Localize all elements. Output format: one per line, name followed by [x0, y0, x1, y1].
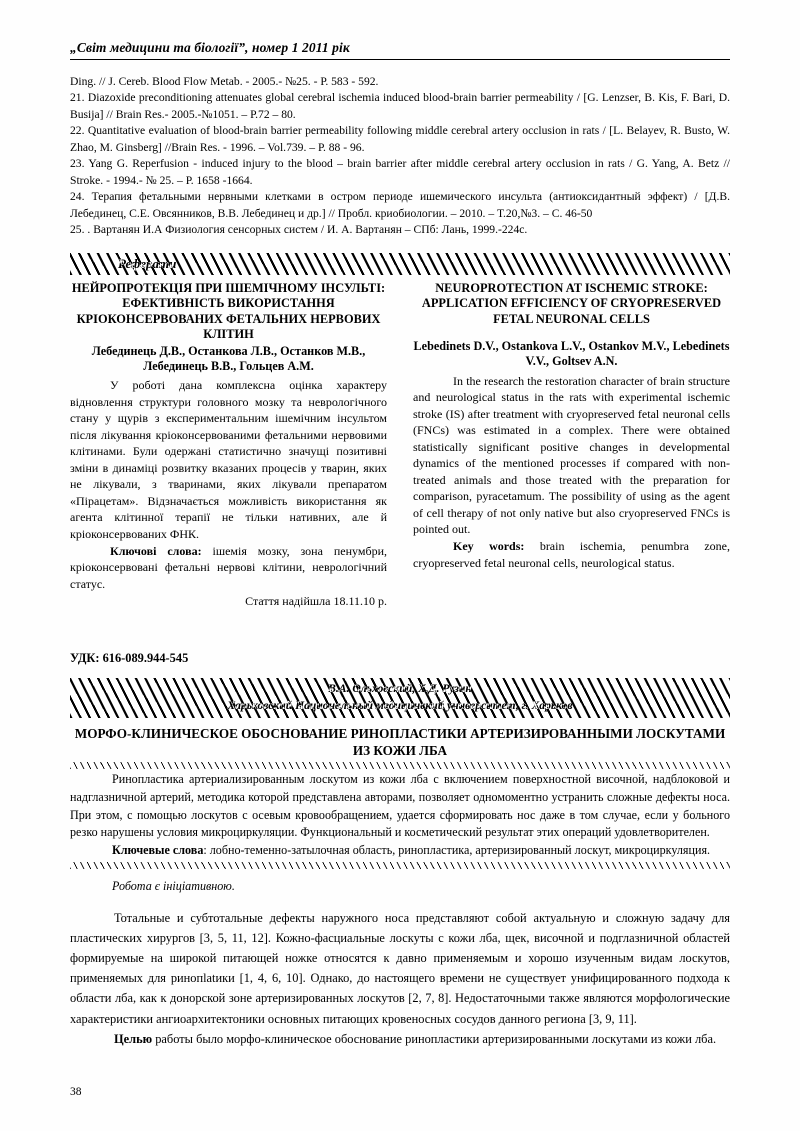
initiative-note: Робота є ініціативною. [112, 879, 235, 894]
abstracts-section-label: Реферати [118, 255, 177, 271]
article-abstract [70, 771, 730, 859]
abstract-title-en: NEUROPROTECTION AT ISCHEMIC STROKE: APPLICATION EFFICIENCY OF CRYOPRESERVED FETAL NEURONAL CELLS [421, 280, 722, 326]
article-authors-band [70, 678, 730, 718]
keywords-label-en: Key words: [453, 539, 525, 553]
abstract-body-en [413, 373, 730, 572]
article-body-paragraph-1: Тотальные и субтотальные дефекты наружного носа представляют собой актуальную и сложную задачу для пластических хирургов [3, 5, 11, 12]. Кожно-фасциальные лоскуты с кожи лба, щек, височной и подглазничной областей формируемые на широкой питающей ножке относятся к давно применяемым и хорошо изученным видам лоскутов, применяемых для ринопlatики [1, 4, 6, 10]. Однако, до настоящего времени не существует унифицированного подхода к области лба, как к донорской зоне артеризированных лоскутов [2, 7, 8]. Недостаточными также являются морфологические характеристики ангиоархитектоники основных питающих кровеносных сосудов данного региона [3, 9, 11]. [70, 911, 730, 1026]
aim-text: работы было морфо-клиническое обоснование ринопластики артеризированными лоскутами из кожи лба. [152, 1031, 717, 1046]
article-body-paragraph-2 [70, 1029, 730, 1049]
abstract-column-ua [70, 281, 387, 610]
article-keywords-text: : лобно-теменно-затылочная область, ринопластика, артеризированный лоскут, микроциркуляция. [203, 842, 711, 857]
reference-item: 21. Diazoxide preconditioning attenuates global cerebral ischemia induced blood-brain barrier permeability / [G. Lenzser, B. Kis, F. Bari, D. Busija] // Brain Res.- 2005.-№1051. – Р.72 – 80. [70, 91, 730, 121]
received-date: Стаття надійшла 18.11.10 р. [245, 594, 387, 609]
abstract-keywords-ua [70, 543, 387, 593]
keywords-text-en: brain ischemia, penumbra zone, cryopreserved fetal neuronal cells, neurological status. [413, 539, 730, 570]
udk-code: УДК: 616-089.944-545 [70, 651, 189, 666]
abstract-top-rule [70, 762, 730, 769]
abstract-paragraph-en: In the research the restoration character of brain structure and neurological status in the rats with experimental ischemic stroke (IS) after treatment with cryopreserved fetal neuronal cells (FNCs) was estimated in a complex. There were obtained statistically significant positive changes in developmental dynamics of the mentioned processes if compared with non-treated animals and those treated with the preparation for comparison, pyracetamum. The possibility of using as the agent of cell therapy of not only native but also cryopreserved FNCs is pointed out. [413, 373, 730, 537]
article-title: МОРФО-КЛИНИЧЕСКОЕ ОБОСНОВАНИЕ РИНОПЛАСТИКИ АРТЕРИЗИРОВАННЫМИ ЛОСКУТАМИ ИЗ КОЖИ ЛБА [74, 726, 726, 759]
article-authors: В.А. Ольховский, Х.Д. Рузин [328, 682, 472, 696]
abstract-two-column [70, 281, 730, 610]
abstract-title-ua: НЕЙРОПРОТЕКЦІЯ ПРИ ІШЕМІЧНОМУ ІНСУЛЬТІ: ЕФЕКТИВНІСТЬ ВИКОРИСТАННЯ КРІОКОНСЕРВОВАНИХ ФЕТАЛЬНИХ НЕРВОВИХ КЛІТИН [71, 280, 386, 342]
page-number: 38 [70, 1086, 82, 1098]
abstract-bottom-rule [70, 862, 730, 869]
abstract-keywords-en [413, 538, 730, 571]
abstract-authors-en: Lebedinets D.V., Ostankova L.V., Ostankov M.V., Lebedinets V.V., Goltsev A.N. [413, 339, 730, 369]
article-affiliation: Харьковский Национальный медицинский университет, г. Харьков [227, 699, 573, 713]
reference-item: 22. Quantitative evaluation of blood-brain barrier permeability following middle cerebral artery occlusion in rats / [L. Belayev, R. Busto, W. Zhao, M. Ginsberg] //Brain Res. - 1996. – Vol.739. – Р. 88 - 96. [70, 124, 730, 154]
running-head: „Світ медицини та біології”, номер 1 2011 рік [70, 40, 350, 55]
reference-item: Ding. // J. Cereb. Blood Flow Metab. - 2005.- №25. - Р. 583 - 592. [70, 75, 379, 88]
keywords-label-ua: Ключові слова: [110, 543, 202, 558]
abstract-body-ua [70, 377, 387, 592]
keywords-text-ua: ішемія мозку, зона пенумбри, кріоконсервовані фетальні нервові клітини, неврологічний статус. [70, 543, 387, 591]
header-rule [70, 59, 730, 60]
reference-item: 25. . Вартанян И.А Физиология сенсорных систем / И. А. Вартанян – СПб: Лань, 1999.-224с. [70, 223, 528, 237]
aim-label: Целью [114, 1031, 153, 1046]
article-abstract-keywords [70, 842, 730, 860]
article-keywords-label: Ключевые слова [112, 842, 204, 857]
reference-item: 24. Терапия фетальными нервными клетками в остром периоде ишемического инсульта (антиоксидантный эффект) / [Д.В. Лебединец, С.Е. Овсянников, В.В. Лебединец и др.] // Пробл. криобиологии. – 2010. – Т.20,№3. – С. 46-50 [70, 190, 730, 220]
article-body [70, 908, 730, 1049]
abstract-authors-ua: Лебединець Д.В., Останкова Л.В., Останков М.В., Лебединець В.В., Гольцев А.М. [91, 343, 366, 373]
abstract-column-en [413, 281, 730, 610]
abstracts-section-band [70, 253, 730, 275]
abstract-paragraph-ua: У роботі дана комплексна оцінка характеру відновлення структури головного мозку та неврологічного стану у щурів з експериментальним ішемічним інсультом після лікування кріоконсервованими фетальними нервовими клітинами. Були одержані статистично значущі позитивні зміни в динаміці розвитку вказаних процесів у тварин, яких не лікували, з тваринами, яких лікували препаратом «Пірацетам». Відзначається можливість використання як агента клітинної терапії не тільки нативних, але й кріоконсервованих ФНК. [70, 378, 387, 541]
article-abstract-paragraph: Ринопластика артериализированным лоскутом из кожи лба с включением поверхностной височной, надблоковой и надглазничной артерий, методика которой представлена авторами, позволяет одномоментно устранить сложные дефекты носа. При этом, с помощью лоскутов с осевым кровообращением, удается сформировать нос даже в том случае, если у больного резко нарушены условия микроциркуляции. Функциональный и косметический результат этих операций удовлетворителен. [70, 772, 730, 840]
reference-list [70, 74, 730, 239]
reference-item: 23. Yang G. Reperfusion - induced injury to the blood – brain barrier after middle cerebral artery occlusion in rats / G. Yang, A. Betz // Stroke. - 1994.- № 25. – Р. 1658 -1664. [70, 157, 730, 187]
